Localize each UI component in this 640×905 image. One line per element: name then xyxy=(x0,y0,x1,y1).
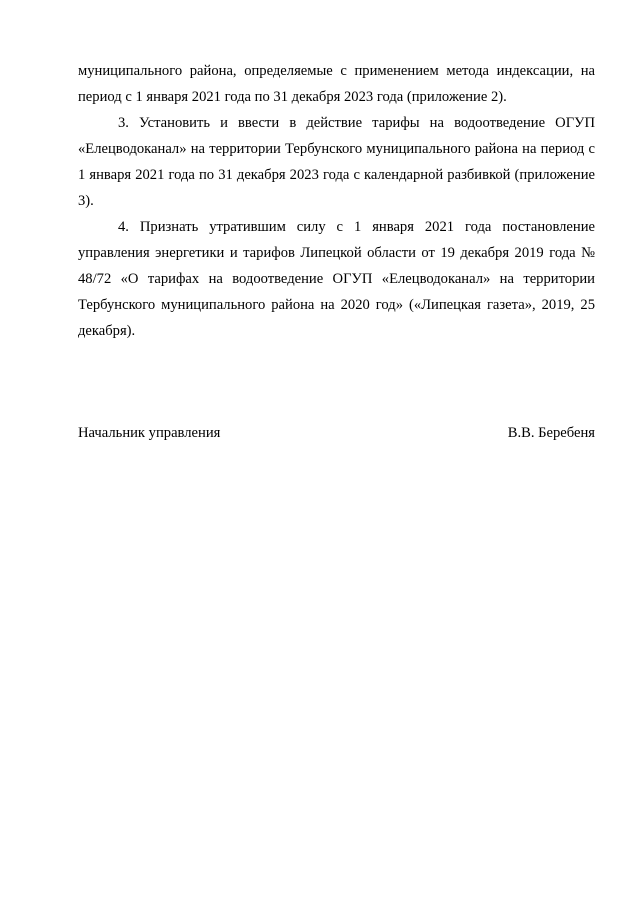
signatory-position: Начальник управления xyxy=(78,425,221,441)
paragraph-item-4: 4. Признать утратившим силу с 1 января 2021 года постановление управления энергетики и тарифов Липецкой области от 19 декабря 2019 года № 48/72 «О тарифах на водоотведение ОГУП «Елецводоканал» на территории Тербунского муниципального района на 2020 год» («Липецкая газета», 2019, 25 декабря). xyxy=(78,219,595,339)
paragraph-continuation: муниципального района, определяемые с применением метода индексации, на период с 1 января 2021 года по 31 декабря 2023 года (приложение 2). xyxy=(78,63,595,105)
document-body xyxy=(78,58,595,344)
signature-block xyxy=(78,420,595,446)
signatory-name: В.В. Беребеня xyxy=(507,425,595,441)
paragraph-item-3: 3. Установить и ввести в действие тарифы на водоотведение ОГУП «Елецводоканал» на территории Тербунского муниципального района на период с 1 января 2021 года по 31 декабря 2023 года с календарной разбивкой (приложение 3). xyxy=(78,115,595,209)
